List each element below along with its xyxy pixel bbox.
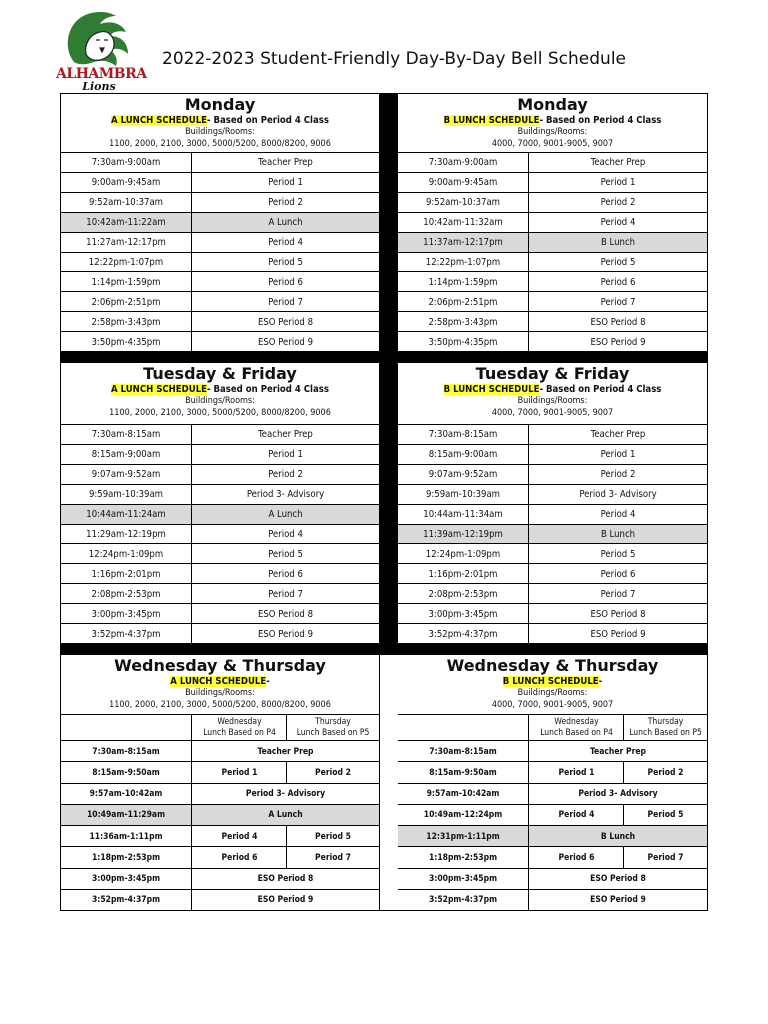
table-row <box>398 172 707 193</box>
buildings-list: 4000, 7000, 9001-9005, 9007 <box>491 139 614 149</box>
time-cell: 3:50pm-4:35pm <box>91 336 161 348</box>
table-row <box>398 424 707 445</box>
table-row <box>398 311 707 332</box>
table-row <box>398 232 707 253</box>
time-cell: 10:44am-11:24am <box>86 509 166 521</box>
section-header <box>61 94 379 150</box>
monday-b-section <box>398 94 707 351</box>
time-cell: 7:30am-8:15am <box>428 429 498 441</box>
tuefri-b-section <box>398 363 707 643</box>
buildings-list: 1100, 2000, 2100, 3000, 5000/5200, 8000/8200, 9006 <box>109 408 331 418</box>
time-cell: 11:27am-12:17pm <box>86 237 166 249</box>
table-row <box>398 603 707 624</box>
table-row <box>61 464 379 485</box>
activity-cell: Period 6 <box>528 272 707 292</box>
time-cell: 1:14pm-1:59pm <box>91 276 161 288</box>
time-cell: 3:50pm-4:35pm <box>428 336 498 348</box>
activity-cell: B Lunch <box>528 525 707 545</box>
logo-subtext: Lions <box>82 80 116 93</box>
time-cell: 12:22pm-1:07pm <box>88 256 164 268</box>
column-divider-line <box>379 654 380 911</box>
buildings-list: 1100, 2000, 2100, 3000, 5000/5200, 8000/8200, 9006 <box>109 139 331 149</box>
wednesday-activity-cell: Period 6 <box>191 847 287 868</box>
activity-cell: ESO Period 9 <box>528 890 707 911</box>
thursday-label: Thursday <box>647 717 684 727</box>
activity-cell: Period 4 <box>191 233 379 253</box>
activity-cell: Period 7 <box>528 292 707 312</box>
table-row <box>398 740 707 762</box>
wednesday-lunch-note: Lunch Based on P4 <box>203 728 276 738</box>
time-cell: 9:52am-10:37am <box>88 197 164 209</box>
thursday-column-header <box>623 715 707 741</box>
table-row <box>61 311 379 332</box>
activity-cell: A Lunch <box>191 505 379 525</box>
wednesday-activity-cell: Period 4 <box>191 826 287 847</box>
time-cell: 10:44am-11:34am <box>423 509 503 521</box>
section-header <box>61 655 379 711</box>
table-row <box>398 583 707 604</box>
time-cell: 10:49am-12:24pm <box>423 810 503 821</box>
table-row <box>61 291 379 312</box>
table-row <box>398 846 707 868</box>
section-header <box>398 363 707 419</box>
column-subheader-row <box>398 714 707 741</box>
table-row <box>61 563 379 584</box>
time-cell: 3:52pm-4:37pm <box>428 628 498 640</box>
time-cell: 2:58pm-3:43pm <box>91 316 161 328</box>
lunch-line <box>61 384 379 395</box>
time-cell: 12:31pm-1:11pm <box>426 831 500 842</box>
buildings-label: Buildings/Rooms: <box>185 688 255 698</box>
activity-cell: Period 6 <box>528 564 707 584</box>
table-row <box>61 623 379 644</box>
wednesday-label: Wednesday <box>554 717 599 727</box>
activity-cell: Period 2 <box>528 465 707 485</box>
activity-cell: Teacher Prep <box>528 741 707 762</box>
activity-cell: B Lunch <box>528 826 707 847</box>
time-cell: 9:07am-9:52am <box>428 469 498 481</box>
table-row <box>398 484 707 505</box>
time-cell: 3:00pm-3:45pm <box>91 608 161 620</box>
table-row <box>398 464 707 485</box>
activity-cell: Period 7 <box>528 584 707 604</box>
table-row <box>398 331 707 352</box>
time-cell: 9:07am-9:52am <box>91 469 161 481</box>
day-heading: Wednesday & Thursday <box>446 656 659 675</box>
thursday-label: Thursday <box>315 717 351 727</box>
time-cell: 2:06pm-2:51pm <box>91 296 161 308</box>
activity-cell: ESO Period 8 <box>191 604 379 624</box>
time-cell: 9:59am-10:39am <box>88 489 164 501</box>
tuefri-a-section <box>61 363 379 643</box>
table-row <box>61 846 379 868</box>
table-row <box>398 868 707 890</box>
table-row <box>398 623 707 644</box>
time-cell: 9:57am-10:42am <box>89 789 163 800</box>
time-cell: 7:30am-9:00am <box>91 157 161 169</box>
time-cell: 12:24pm-1:09pm <box>425 548 501 560</box>
table-row <box>61 192 379 213</box>
time-cell: 7:30am-8:15am <box>92 746 160 757</box>
activity-cell: Period 4 <box>528 505 707 525</box>
activity-cell: Period 5 <box>191 253 379 273</box>
activity-cell: Teacher Prep <box>191 741 379 762</box>
table-row <box>61 868 379 890</box>
table-row <box>61 603 379 624</box>
buildings-list: 4000, 7000, 9001-9005, 9007 <box>491 408 614 418</box>
table-row <box>61 740 379 762</box>
time-cell: 11:36am-1:11pm <box>89 831 163 842</box>
section-divider-bar <box>60 351 708 363</box>
time-cell: 11:37am-12:17pm <box>423 237 503 249</box>
time-cell: 7:30am-8:15am <box>91 429 161 441</box>
activity-cell: Teacher Prep <box>191 153 379 173</box>
activity-cell: Teacher Prep <box>528 425 707 445</box>
column-subheader-row <box>61 714 379 741</box>
activity-cell: ESO Period 8 <box>528 604 707 624</box>
wednesday-activity-cell: Period 6 <box>528 847 624 868</box>
table-row <box>398 783 707 805</box>
activity-cell: Period 1 <box>191 445 379 465</box>
activity-cell: A Lunch <box>191 805 379 826</box>
table-row <box>398 825 707 847</box>
lunch-label: B LUNCH SCHEDULE <box>502 676 599 687</box>
activity-cell: ESO Period 9 <box>191 332 379 352</box>
wedthu-a-section <box>61 655 379 910</box>
section-header <box>398 655 707 711</box>
wednesday-column-header <box>528 715 624 741</box>
table-row <box>61 212 379 233</box>
buildings-label: Buildings/Rooms: <box>185 396 255 406</box>
activity-cell: Period 5 <box>528 253 707 273</box>
table-row <box>61 889 379 911</box>
time-cell: 3:00pm-3:45pm <box>91 874 161 885</box>
thursday-lunch-note: Lunch Based on P5 <box>629 728 702 738</box>
table-row <box>398 804 707 826</box>
table-row <box>398 524 707 545</box>
lunch-line <box>398 384 707 395</box>
thursday-activity-cell: Period 7 <box>286 847 379 868</box>
time-cell: 1:18pm-2:53pm <box>91 852 161 863</box>
time-cell: 12:24pm-1:09pm <box>88 548 164 560</box>
monday-a-section <box>61 94 379 351</box>
table-row <box>398 271 707 292</box>
lunch-label: A LUNCH SCHEDULE <box>170 676 267 687</box>
time-cell: 1:16pm-2:01pm <box>428 568 498 580</box>
column-divider-bar <box>379 93 398 654</box>
time-cell: 12:22pm-1:07pm <box>425 256 501 268</box>
wednesday-lunch-note: Lunch Based on P4 <box>540 728 613 738</box>
thursday-activity-cell: Period 7 <box>623 847 707 868</box>
table-row <box>398 291 707 312</box>
lunch-label: B LUNCH SCHEDULE <box>443 384 540 395</box>
time-cell: 8:15am-9:00am <box>91 449 161 461</box>
section-header <box>61 363 379 419</box>
time-cell: 3:00pm-3:45pm <box>428 608 498 620</box>
activity-cell: Period 6 <box>191 564 379 584</box>
time-cell: 11:29am-12:19pm <box>86 528 166 540</box>
day-heading: Monday <box>517 95 588 114</box>
lunch-suffix: - Based on Period 4 Class <box>539 384 662 395</box>
table-row <box>61 543 379 564</box>
time-cell: 8:15am-9:50am <box>429 767 497 778</box>
table-row <box>61 504 379 525</box>
table-row <box>61 172 379 193</box>
activity-cell: Period 2 <box>528 193 707 213</box>
wednesday-label: Wednesday <box>217 717 262 727</box>
lunch-line <box>398 115 707 126</box>
lunch-line <box>61 115 379 126</box>
time-cell: 8:15am-9:00am <box>428 449 498 461</box>
activity-cell: Teacher Prep <box>191 425 379 445</box>
lunch-suffix: - Based on Period 4 Class <box>206 384 329 395</box>
table-row <box>398 504 707 525</box>
buildings-list: 1100, 2000, 2100, 3000, 5000/5200, 8000/8200, 9006 <box>109 700 331 710</box>
activity-cell: Period 3- Advisory <box>528 784 707 805</box>
schedule-rows <box>61 714 379 910</box>
table-row <box>398 192 707 213</box>
activity-cell: ESO Period 8 <box>528 869 707 890</box>
activity-cell: Period 1 <box>191 173 379 193</box>
activity-cell: ESO Period 8 <box>191 312 379 332</box>
time-cell: 3:52pm-4:37pm <box>91 895 161 906</box>
activity-cell: Period 3- Advisory <box>191 784 379 805</box>
lunch-line <box>61 676 379 687</box>
buildings-label: Buildings/Rooms: <box>517 396 588 406</box>
table-row <box>61 484 379 505</box>
buildings-label: Buildings/Rooms: <box>517 127 588 137</box>
schedule-rows <box>398 152 707 351</box>
table-row <box>398 761 707 783</box>
schedule-rows <box>398 424 707 643</box>
activity-cell: ESO Period 9 <box>528 332 707 352</box>
buildings-list: 4000, 7000, 9001-9005, 9007 <box>491 700 614 710</box>
table-row <box>61 252 379 273</box>
schedule-rows <box>61 152 379 351</box>
logo-text: ALHAMBRA <box>56 66 147 82</box>
time-cell: 10:42am-11:32am <box>423 217 503 229</box>
activity-cell: Teacher Prep <box>528 153 707 173</box>
time-cell: 9:52am-10:37am <box>425 197 501 209</box>
time-cell: 3:52pm-4:37pm <box>91 628 161 640</box>
time-cell: 9:59am-10:39am <box>425 489 501 501</box>
schedule-rows <box>61 424 379 643</box>
activity-cell: ESO Period 8 <box>191 869 379 890</box>
section-header <box>398 94 707 150</box>
lunch-line <box>398 676 707 687</box>
table-row <box>398 543 707 564</box>
day-heading: Monday <box>184 95 256 114</box>
time-cell: 8:15am-9:50am <box>92 767 160 778</box>
time-cell: 3:00pm-3:45pm <box>428 874 498 885</box>
thursday-activity-cell: Period 5 <box>286 826 379 847</box>
time-cell: 10:42am-11:22am <box>86 217 166 229</box>
day-heading: Wednesday & Thursday <box>114 656 326 675</box>
activity-cell: ESO Period 9 <box>191 890 379 911</box>
wedthu-b-section <box>398 655 707 910</box>
table-row <box>398 152 707 173</box>
time-cell: 1:18pm-2:53pm <box>428 852 498 863</box>
table-row <box>398 252 707 273</box>
time-cell: 2:06pm-2:51pm <box>428 296 498 308</box>
thursday-lunch-note: Lunch Based on P5 <box>296 728 370 738</box>
wednesday-activity-cell: Period 1 <box>528 762 624 783</box>
activity-cell: ESO Period 8 <box>528 312 707 332</box>
lunch-suffix: - Based on Period 4 Class <box>539 115 662 126</box>
time-cell: 2:08pm-2:53pm <box>428 588 498 600</box>
table-row <box>398 212 707 233</box>
activity-cell: Period 1 <box>528 445 707 465</box>
table-row <box>61 444 379 465</box>
day-heading: Tuesday & Friday <box>475 364 630 383</box>
activity-cell: Period 5 <box>528 544 707 564</box>
activity-cell: Period 3- Advisory <box>191 485 379 505</box>
table-row <box>61 331 379 352</box>
time-cell: 2:58pm-3:43pm <box>428 316 498 328</box>
wednesday-column-header <box>191 715 287 741</box>
day-heading: Tuesday & Friday <box>143 364 297 383</box>
table-row <box>61 424 379 445</box>
thursday-activity-cell: Period 2 <box>286 762 379 783</box>
lunch-suffix: - Based on Period 4 Class <box>206 115 329 126</box>
table-row <box>61 583 379 604</box>
table-row <box>398 444 707 465</box>
wednesday-activity-cell: Period 4 <box>528 805 624 826</box>
time-cell: 3:52pm-4:37pm <box>428 895 498 906</box>
activity-cell: Period 7 <box>191 584 379 604</box>
table-row <box>398 889 707 911</box>
time-cell: 2:08pm-2:53pm <box>91 588 161 600</box>
buildings-label: Buildings/Rooms: <box>517 688 588 698</box>
section-divider-bar <box>60 643 708 655</box>
time-cell: 7:30am-8:15am <box>429 746 497 757</box>
table-row <box>61 825 379 847</box>
table-row <box>61 804 379 826</box>
activity-cell: Period 3- Advisory <box>528 485 707 505</box>
table-row <box>61 783 379 805</box>
activity-cell: Period 5 <box>191 544 379 564</box>
thursday-column-header <box>286 715 379 741</box>
thursday-activity-cell: Period 2 <box>623 762 707 783</box>
time-cell: 7:30am-9:00am <box>428 157 498 169</box>
table-row <box>61 761 379 783</box>
activity-cell: Period 4 <box>528 213 707 233</box>
table-row <box>61 271 379 292</box>
subheader-blank <box>398 715 528 741</box>
time-cell: 9:00am-9:45am <box>428 177 498 189</box>
table-row <box>61 524 379 545</box>
activity-cell: Period 6 <box>191 272 379 292</box>
wednesday-activity-cell: Period 1 <box>191 762 287 783</box>
activity-cell: Period 7 <box>191 292 379 312</box>
lion-head-icon <box>56 10 142 70</box>
lunch-label: A LUNCH SCHEDULE <box>111 384 207 395</box>
school-logo <box>56 10 147 93</box>
time-cell: 9:57am-10:42am <box>426 789 500 800</box>
table-row <box>61 232 379 253</box>
time-cell: 10:49am-11:29am <box>86 810 166 821</box>
time-cell: 1:16pm-2:01pm <box>91 568 161 580</box>
time-cell: 9:00am-9:45am <box>91 177 161 189</box>
activity-cell: Period 2 <box>191 193 379 213</box>
subheader-blank <box>61 715 191 741</box>
table-row <box>398 563 707 584</box>
activity-cell: Period 4 <box>191 525 379 545</box>
lunch-label: B LUNCH SCHEDULE <box>443 115 540 126</box>
page-title: 2022-2023 Student-Friendly Day-By-Day Bell Schedule <box>162 49 627 69</box>
lunch-label: A LUNCH SCHEDULE <box>111 115 207 126</box>
buildings-label: Buildings/Rooms: <box>185 127 255 137</box>
lunch-suffix: - <box>598 676 603 687</box>
activity-cell: Period 1 <box>528 173 707 193</box>
time-cell: 1:14pm-1:59pm <box>428 276 498 288</box>
activity-cell: Period 2 <box>191 465 379 485</box>
lunch-suffix: - <box>266 676 270 687</box>
activity-cell: ESO Period 9 <box>191 624 379 644</box>
table-row <box>61 152 379 173</box>
activity-cell: B Lunch <box>528 233 707 253</box>
time-cell: 11:39am-12:19pm <box>423 528 503 540</box>
activity-cell: ESO Period 9 <box>528 624 707 644</box>
thursday-activity-cell: Period 5 <box>623 805 707 826</box>
activity-cell: A Lunch <box>191 213 379 233</box>
schedule-rows <box>398 714 707 910</box>
